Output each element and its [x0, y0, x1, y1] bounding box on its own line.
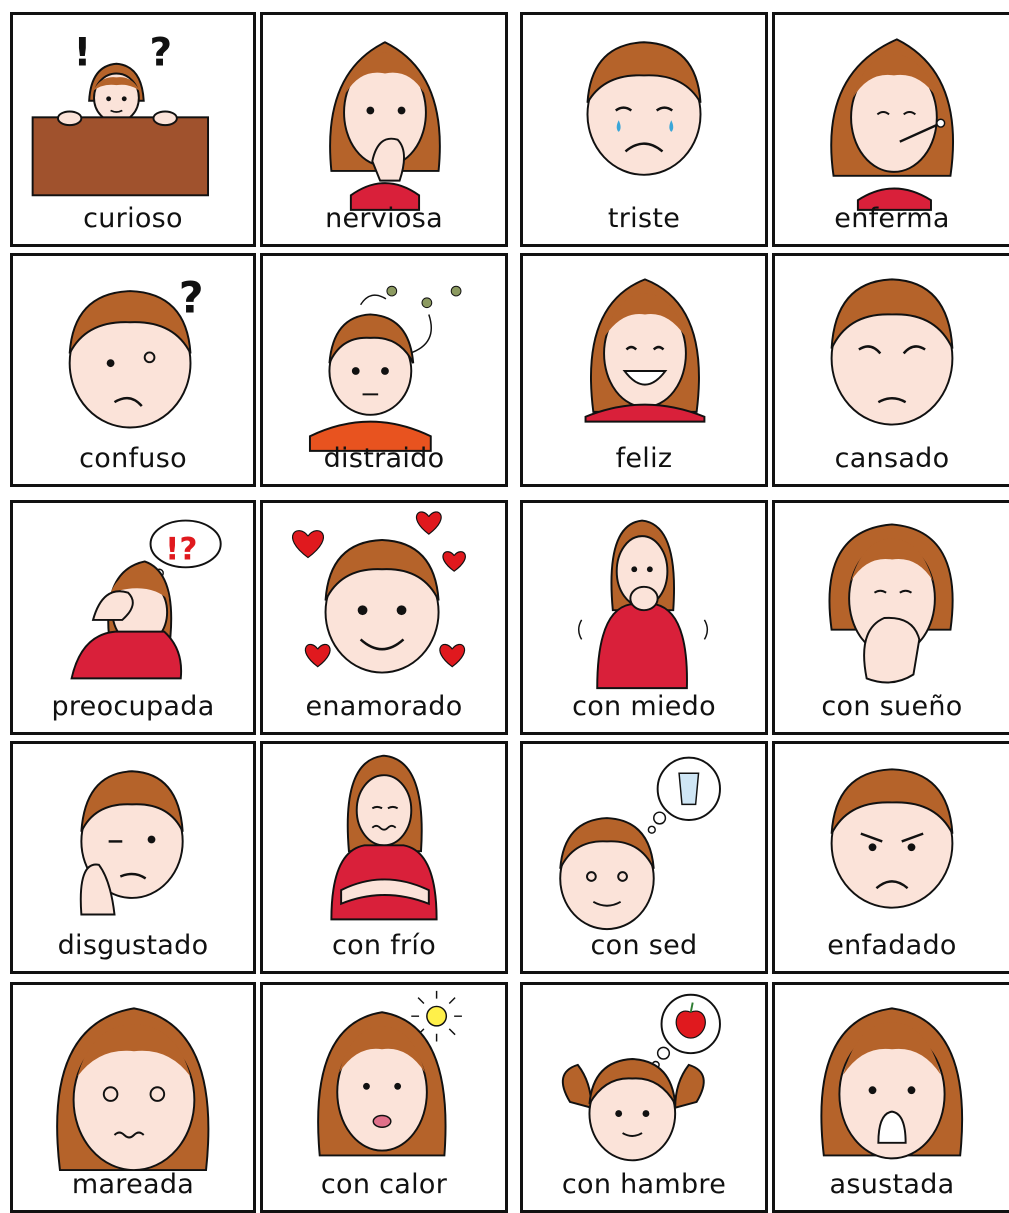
card-label: con miedo: [572, 691, 716, 722]
card-enferma[interactable]: [772, 12, 1009, 247]
card-disgustado[interactable]: [10, 741, 256, 974]
card-asustada[interactable]: [772, 982, 1009, 1213]
svg-text:?: ?: [149, 30, 173, 76]
card-feliz[interactable]: [520, 253, 768, 487]
card-confuso[interactable]: [10, 253, 256, 487]
card-label: mareada: [71, 1169, 195, 1200]
svg-text:?: ?: [178, 273, 204, 324]
card-con-calor[interactable]: [260, 982, 508, 1213]
card-enfadado[interactable]: [772, 741, 1009, 974]
svg-text:!?: !?: [165, 531, 198, 568]
card-con-frio[interactable]: [260, 741, 508, 974]
card-curioso[interactable]: [10, 12, 256, 247]
card-con-miedo[interactable]: [520, 500, 768, 735]
card-triste[interactable]: [520, 12, 768, 247]
card-enamorado[interactable]: [260, 500, 508, 735]
card-label: enfadado: [827, 930, 957, 961]
card-label: con calor: [320, 1169, 448, 1200]
card-label: con sueño: [821, 691, 963, 722]
card-label: nerviosa: [325, 203, 443, 234]
card-label: disgustado: [57, 930, 209, 961]
card-label: enamorado: [305, 691, 463, 722]
card-label: con hambre: [561, 1169, 727, 1200]
card-label: confuso: [79, 443, 187, 474]
card-label: curioso: [83, 203, 183, 234]
card-label: con frío: [331, 930, 437, 961]
card-label: distraido: [323, 443, 445, 474]
card-preocupada[interactable]: [10, 500, 256, 735]
card-label: preocupada: [51, 691, 215, 722]
card-mareada[interactable]: [10, 982, 256, 1213]
card-con-hambre[interactable]: [520, 982, 768, 1213]
card-label: enferma: [834, 203, 950, 234]
card-label: con sed: [590, 930, 698, 961]
card-con-sueno[interactable]: [772, 500, 1009, 735]
card-label: feliz: [615, 443, 673, 474]
card-distraido[interactable]: [260, 253, 508, 487]
card-cansado[interactable]: [772, 253, 1009, 487]
card-con-sed[interactable]: [520, 741, 768, 974]
card-nerviosa[interactable]: [260, 12, 508, 247]
svg-text:!: !: [73, 30, 92, 76]
card-label: asustada: [829, 1169, 955, 1200]
card-label: triste: [607, 203, 681, 234]
card-label: cansado: [834, 443, 950, 474]
